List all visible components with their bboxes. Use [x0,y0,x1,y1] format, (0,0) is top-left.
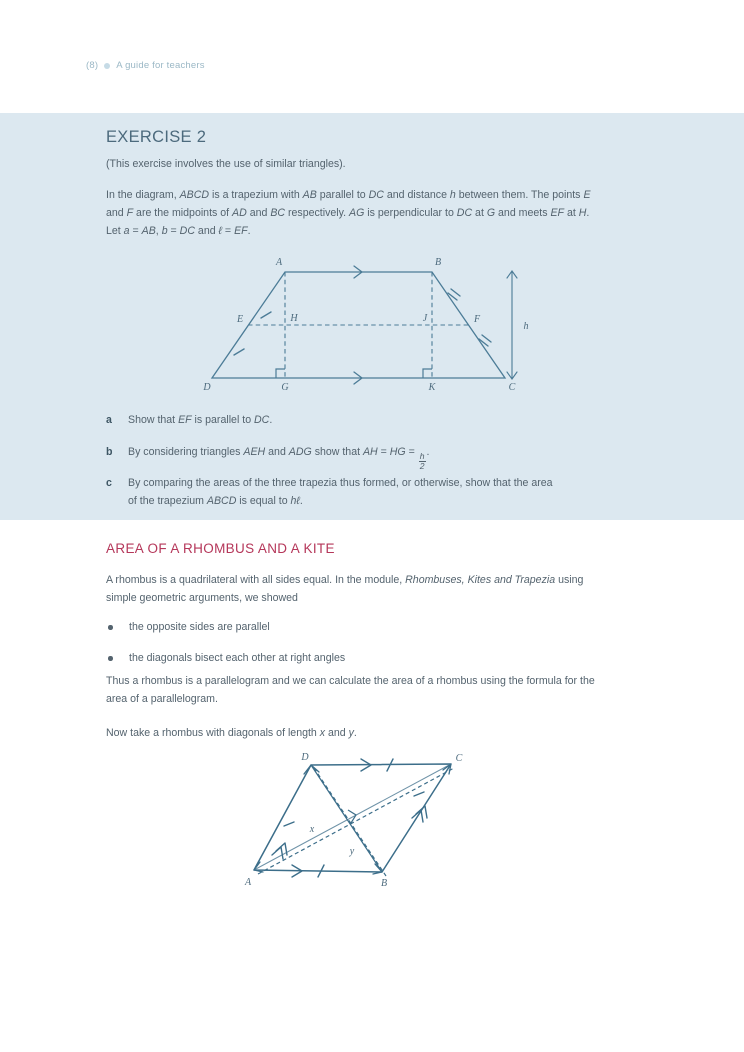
rhombus-diagonal-label-y: y [349,846,355,857]
part-marker: c [106,477,112,489]
trapezium-label-C: C [508,382,516,393]
exercise-part-c [106,474,558,510]
rhombus-diagonal-label-x: x [309,824,315,835]
trapezium-label-h: h [523,321,529,332]
trapezium-label-F: F [473,314,481,325]
trapezium-label-K: K [428,382,436,393]
trapezium-label-E: E [236,314,244,325]
exercise-paragraph: In the diagram, ABCD is a trapezium with AB parallel to DC and distance h between them. The points E and F are the midpoints of AD and BC respectively. AG is perpendicular to DC at G and meets EF at H. Let a = AB, b = DC and ℓ = EF. [106,189,591,238]
exercise-part-b [106,443,558,471]
para1-part-a: A rhombus is a quadrilateral with all sides equal. In the module, [106,574,406,586]
rhombus-label-C: C [455,753,463,764]
exercise-subtitle: (This exercise involves the use of similar triangles). [106,158,346,170]
trapezium-label-H: H [290,313,298,324]
list-item: the opposite sides are parallel [106,618,586,636]
trapezium-diagram [190,250,540,400]
section2-paragraph-3: Now take a rhombus with diagonals of length x and y. [106,727,357,739]
fraction-numerator: h [419,451,425,461]
part-text: By considering triangles AEH and ADG show that AH = HG = $\frac{h}{2}$ . [128,446,430,471]
fraction-h-over-2 [419,452,426,471]
section-heading-rhombus-kite: AREA OF A RHOMBUS AND A KITE [106,541,335,556]
rhombus-label-D: D [301,752,309,763]
rhombus-diagram [230,748,480,901]
list-item: the diagonals bisect each other at right angles [106,649,586,667]
rhombus-label-B: B [380,878,388,889]
header-title: A guide for teachers [116,60,205,71]
part-text: By comparing the areas of the three trapezia thus formed, or otherwise, show that the area of the trapezium ABCD is equal to hℓ. [128,477,553,508]
part-marker: b [106,446,113,458]
fraction-denominator: 2 [419,461,425,471]
section2-paragraph-2: Thus a rhombus is a parallelogram and we can calculate the area of a rhombus using the formula for the area of a parallelogram. [106,675,595,706]
exercise-heading: EXERCISE 2 [106,128,207,146]
trapezium-label-G: G [281,382,289,393]
bullet-dot-icon [104,63,110,69]
module-title: Rhombuses, Kites and Trapezia [405,574,556,586]
rhombus-properties-list [106,618,586,667]
section2-paragraph-1 [106,571,598,607]
part-text: Show that EF is parallel to DC. [128,414,273,426]
trapezium-label-A: A [275,257,283,268]
trapezium-label-D: D [203,382,211,393]
exercise-part-a [106,411,558,429]
rhombus-label-A: A [244,877,252,888]
trapezium-label-B: B [434,257,442,268]
trapezium-label-J: J [422,313,428,324]
page-running-header [86,60,205,71]
para1-part-b: using simple geometric arguments, we showed [106,574,584,605]
page-folio: (8) [86,60,99,71]
part-marker: a [106,414,112,426]
